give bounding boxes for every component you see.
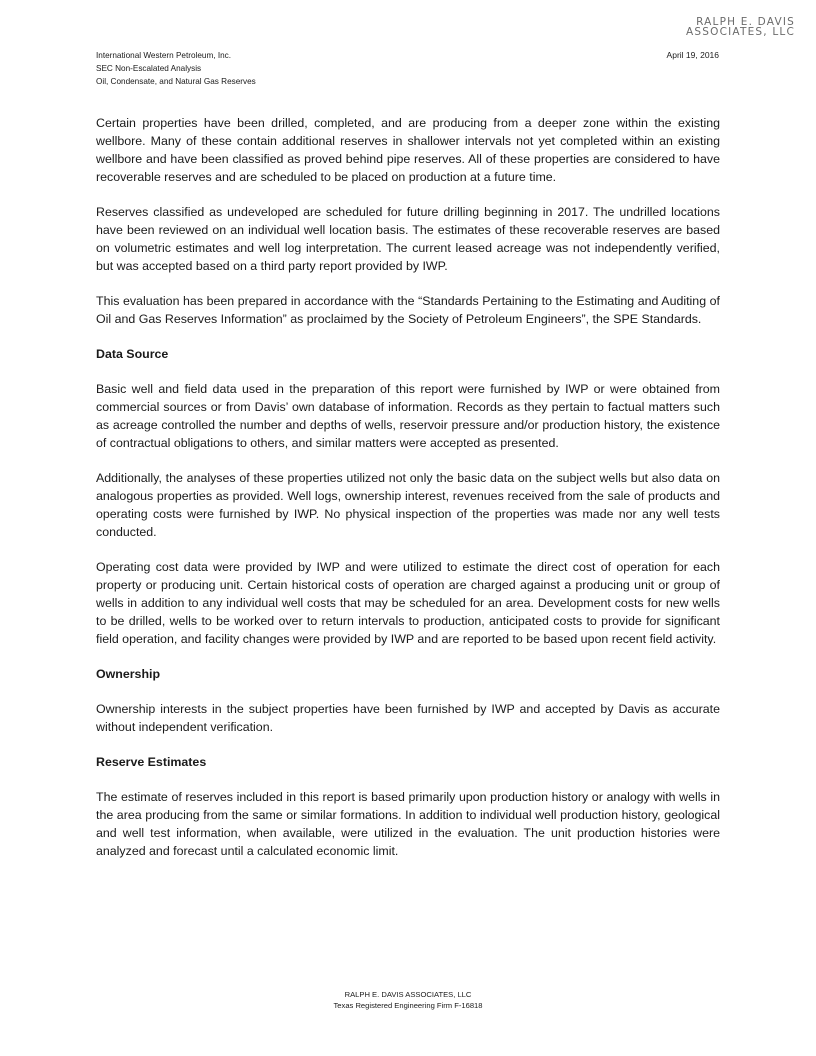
heading-ownership: Ownership — [96, 667, 161, 681]
header-date: April 19, 2016 — [666, 50, 719, 60]
footer-registration: Texas Registered Engineering Firm F-16818 — [333, 1001, 483, 1010]
paragraph-behind-pipe: Certain properties have been drilled, completed, and are producing from a deeper zone within the existing wellbore. Many of these contain additional reserves in shallower intervals not yet completed within an existing wellbore and have been classified as proved behind pipe reserves. All of these properties are considered to have recoverable reserves and are scheduled to be placed on production at a future time. — [96, 116, 720, 184]
document-body — [96, 114, 720, 877]
logo-line-1: RALPH E. DAVIS — [696, 16, 795, 28]
header-subject: Oil, Condensate, and Natural Gas Reserves — [96, 77, 256, 86]
paragraph-ownership: Ownership interests in the subject properties have been furnished by IWP and accepted by Davis as accurate without independent verification. — [96, 702, 720, 734]
logo-line-2: ASSOCIATES, LLC — [686, 26, 795, 38]
header-client: International Western Petroleum, Inc. — [96, 51, 232, 60]
company-logo — [686, 17, 795, 37]
page-footer — [0, 989, 816, 1011]
paragraph-operating-cost: Operating cost data were provided by IWP and were utilized to estimate the direct cost of operation for each property or producing unit. Certain historical costs of operation are charged against a producing unit or group of wells in addition to any individual well costs that may be scheduled for an area. Development costs for new wells to be drilled, wells to be worked over to return intervals to production, anticipated costs to provide for significant field operation, and facility changes were provided by IWP and are reported to be based upon recent field activity. — [96, 560, 720, 646]
paragraph-reserve-estimates: The estimate of reserves included in this report is based primarily upon production history or analogy with wells in the area producing from the same or similar formations. In addition to individual well production history, geological and well test information, when available, were utilized in the evaluation. The unit production histories were analyzed and forecast until a calculated economic limit. — [96, 790, 720, 858]
document-header — [96, 49, 256, 88]
paragraph-basic-data: Basic well and field data used in the preparation of this report were furnished by IWP or were obtained from commercial sources or from Davis’ own database of information. Records as they pertain to factual matters such as acreage controlled the number and depths of wells, reservoir pressure and/or production history, the existence of contractual obligations to others, and similar matters were accepted as presented. — [96, 382, 720, 450]
paragraph-undeveloped: Reserves classified as undeveloped are scheduled for future drilling beginning in 2017. The undrilled locations have been reviewed on an individual well location basis. The estimates of these recoverable reserves are based on volumetric estimates and well log interpretation. The current leased acreage was not independently verified, but was accepted based on a third party report provided by IWP. — [96, 205, 720, 273]
paragraph-analogous-data: Additionally, the analyses of these properties utilized not only the basic data on the subject wells but also data on analogous properties as provided. Well logs, ownership interest, revenues received from the sale of products and operating costs were furnished by IWP. No physical inspection of the properties was made nor any well tests conducted. — [96, 471, 720, 539]
heading-reserve-estimates: Reserve Estimates — [96, 755, 207, 769]
heading-data-source: Data Source — [96, 347, 169, 361]
header-analysis: SEC Non-Escalated Analysis — [96, 64, 202, 73]
paragraph-standards: This evaluation has been prepared in accordance with the “Standards Pertaining to the Estimating and Auditing of Oil and Gas Reserves Information” as proclaimed by the Society of Petroleum Engineers”, the SPE Standards. — [96, 294, 720, 326]
footer-firm-name: RALPH E. DAVIS ASSOCIATES, LLC — [344, 990, 472, 999]
